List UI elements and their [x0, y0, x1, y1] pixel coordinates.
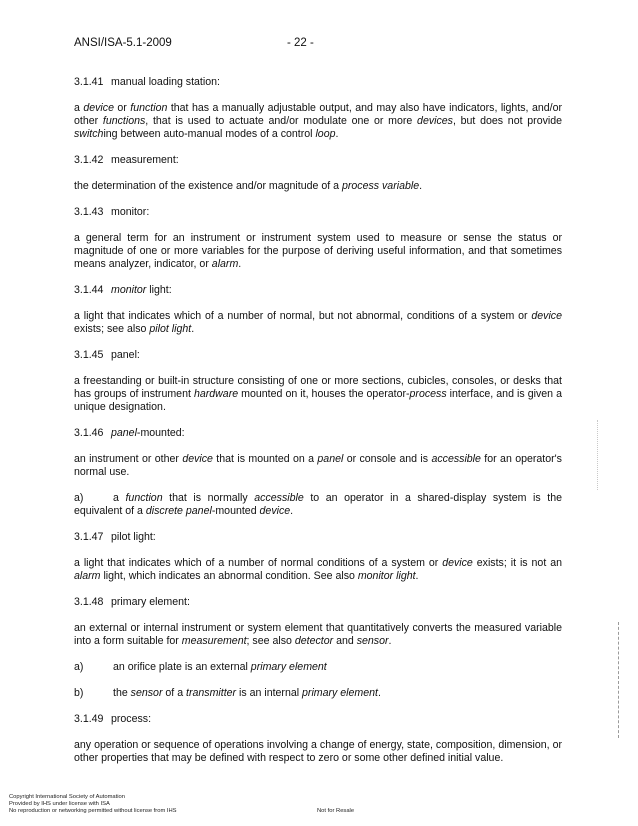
definition-heading — [74, 531, 562, 544]
page-number: - 22 - — [287, 37, 314, 49]
clause-number: 3.1.42 — [74, 154, 104, 166]
definition-term: measurement: — [111, 154, 179, 166]
clause-number: 3.1.41 — [74, 76, 104, 88]
list-item-label: a) — [74, 661, 84, 673]
definition-text: an instrument or other device that is mounted on a panel or console and is accessible for an operator's normal use. — [74, 453, 562, 478]
definition-term: manual loading station: — [111, 76, 220, 88]
not-for-resale-notice: Not for Resale — [317, 808, 355, 814]
definition-term: primary element: — [111, 596, 190, 608]
definition-term: panel: — [111, 349, 140, 361]
clause-number: 3.1.48 — [74, 596, 104, 608]
definition-heading — [74, 596, 562, 609]
margin-marks — [597, 420, 600, 490]
copyright-footer — [9, 794, 177, 814]
clause-number: 3.1.43 — [74, 206, 104, 218]
definition-text: the determination of the existence and/or magnitude of a process variable. — [74, 180, 423, 192]
definition-term: monitor — [111, 284, 147, 296]
margin-watermark — [618, 622, 625, 738]
clause-number: 3.1.47 — [74, 531, 104, 543]
list-item: b) the sensor of a transmitter is an internal primary element. — [74, 687, 381, 699]
definition-heading — [74, 349, 562, 362]
list-item-label: b) — [74, 687, 84, 699]
definition-heading — [74, 154, 562, 167]
definition-heading: 3.1.46 panel-mounted: — [74, 427, 185, 439]
definition-heading: 3.1.44 monitor light: — [74, 284, 172, 296]
definition-term: pilot light: — [111, 531, 156, 543]
list-item: a) a function that is normally accessible to an operator in a shared-display system is the equivalent of a discrete panel-mounted device. — [74, 492, 562, 517]
definition-text: a device or function that has a manually adjustable output, and may also have indicators, lights, and/or other functions, that is used to actuate and/or modulate one or more devices, but does not provide switching between auto-manual modes of a control loop. — [74, 102, 563, 140]
definition-heading — [74, 713, 562, 726]
footer-line: Provided by IHS under license with ISA — [9, 800, 110, 807]
definition-text: a freestanding or built-in structure consisting of one or more sections, cubicles, consoles, or desks that has groups of instrument hardware mounted on it, houses the operator-process interface, and is given a unique designation. — [74, 375, 562, 413]
definition-text: any operation or sequence of operations involving a change of energy, state, composition, dimension, or other properties that may be defined with respect to zero or some other defined initial value. — [74, 739, 562, 764]
clause-number: 3.1.44 — [74, 284, 104, 296]
definition-text: a light that indicates which of a number of normal conditions of a system or device exists; it is not an alarm light, which indicates an abnormal condition. See also monitor light. — [74, 557, 562, 582]
definition-text: an external or internal instrument or system element that quantitatively converts the measured variable into a form suitable for measurement; see also detector and sensor. — [74, 622, 562, 647]
definition-term: monitor: — [111, 206, 150, 218]
definition-heading — [74, 206, 562, 219]
definition-heading — [74, 76, 562, 89]
clause-number: 3.1.46 — [74, 427, 104, 439]
definition-term: panel — [111, 427, 137, 439]
list-item-label: a) — [74, 492, 84, 504]
clause-number: 3.1.45 — [74, 349, 104, 361]
list-item: a) an orifice plate is an external primary element — [74, 661, 327, 673]
definition-text: a light that indicates which of a number of normal, but not abnormal, conditions of a system or device exists; see also pilot light. — [74, 310, 562, 335]
definition-text: a general term for an instrument or instrument system used to measure or sense the status or magnitude of one or more variables for the purpose of deriving useful information, and that sometimes means analyzer, indicator, or alarm. — [74, 232, 562, 270]
clause-number: 3.1.49 — [74, 713, 104, 725]
footer-line: Copyright International Society of Automation — [9, 794, 126, 800]
footer-line: No reproduction or networking permitted without license from IHS — [9, 807, 177, 814]
running-header-doc-id: ANSI/ISA-5.1-2009 — [74, 37, 172, 49]
definition-term: process: — [111, 713, 152, 725]
definitions-body — [74, 76, 562, 778]
